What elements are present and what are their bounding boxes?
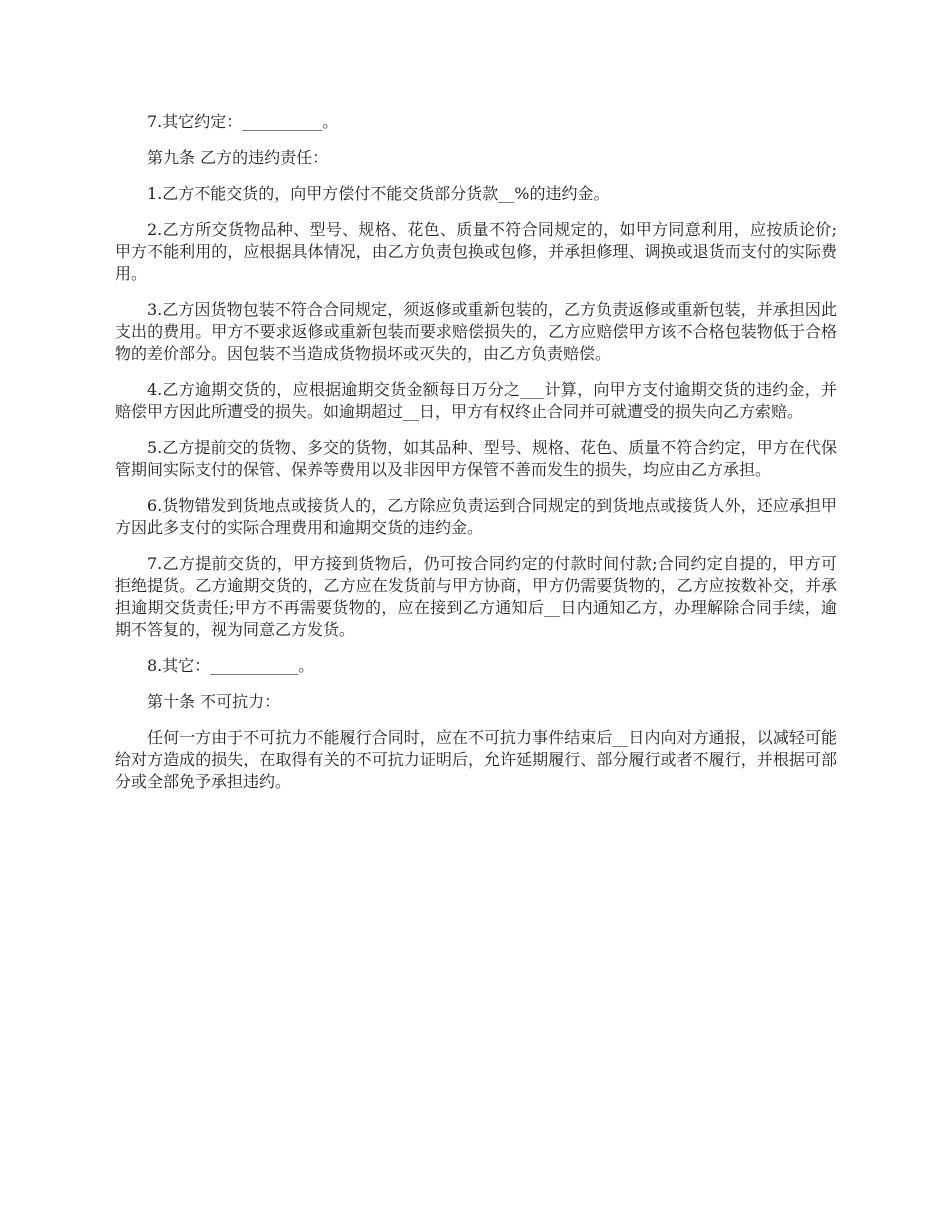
- article-9-heading: 第九条 乙方的违约责任：: [147, 148, 329, 167]
- article-9-item-2: 2.乙方所交货物品种、型号、规格、花色、质量不符合同规定的，如甲方同意利用，应按质论价;甲方不能利用的，应根据具体情况，由乙方负责包换或包修，并承担修理、调换或退货而支付的实际费用。: [115, 220, 837, 283]
- article-10-body: 任何一方由于不可抗力不能履行合同时，应在不可抗力事件结束后__日内向对方通报，以减轻可能给对方造成的损失，在取得有关的不可抗力证明后，允许延期履行、部分履行或者不履行，并根据可部分或全部免予承担违约。: [115, 728, 837, 791]
- clause-8-item-7-other-terms: 7.其它约定：__________。: [147, 112, 339, 131]
- article-9-item-8: 8.其它：___________。: [147, 656, 315, 675]
- article-9-item-7: 7.乙方提前交货的，甲方接到货物后，仍可按合同约定的付款时间付款;合同约定自提的，甲方可拒绝提货。乙方逾期交货的，乙方应在发货前与甲方协商，甲方仍需要货物的，乙方应按数补交，并承担逾期交货责任;甲方不再需要货物的，应在接到乙方通知后__日内通知乙方，办理解除合同手续，逾期不答复的，视为同意乙方发货。: [115, 554, 837, 639]
- article-10-heading: 第十条 不可抗力：: [147, 692, 281, 711]
- article-9-item-5: 5.乙方提前交的货物、多交的货物，如其品种、型号、规格、花色、质量不符合约定，甲方在代保管期间实际支付的保管、保养等费用以及非因甲方保管不善而发生的损失，均应由乙方承担。: [115, 438, 837, 479]
- article-9-item-6: 6.货物错发到货地点或接货人的，乙方除应负责运到合同规定的到货地点或接货人外，还应承担甲方因此多支付的实际合理费用和逾期交货的违约金。: [115, 496, 837, 537]
- article-9-item-4: 4.乙方逾期交货的，应根据逾期交货金额每日万分之___计算，向甲方支付逾期交货的违约金，并赔偿甲方因此所遭受的损失。如逾期超过__日，甲方有权终止合同并可就遭受的损失向乙方索赔。: [115, 380, 837, 421]
- article-9-item-1: 1.乙方不能交货的，向甲方偿付不能交货部分货款__%的违约金。: [147, 184, 610, 203]
- document-body: [115, 111, 837, 807]
- article-9-item-3: 3.乙方因货物包装不符合合同规定，须返修或重新包装的，乙方负责返修或重新包装，并承担因此支出的费用。甲方不要求返修或重新包装而要求赔偿损失的，乙方应赔偿甲方该不合格包装物低于合格物的差价部分。因包装不当造成货物损坏或灭失的，由乙方负责赔偿。: [115, 300, 837, 363]
